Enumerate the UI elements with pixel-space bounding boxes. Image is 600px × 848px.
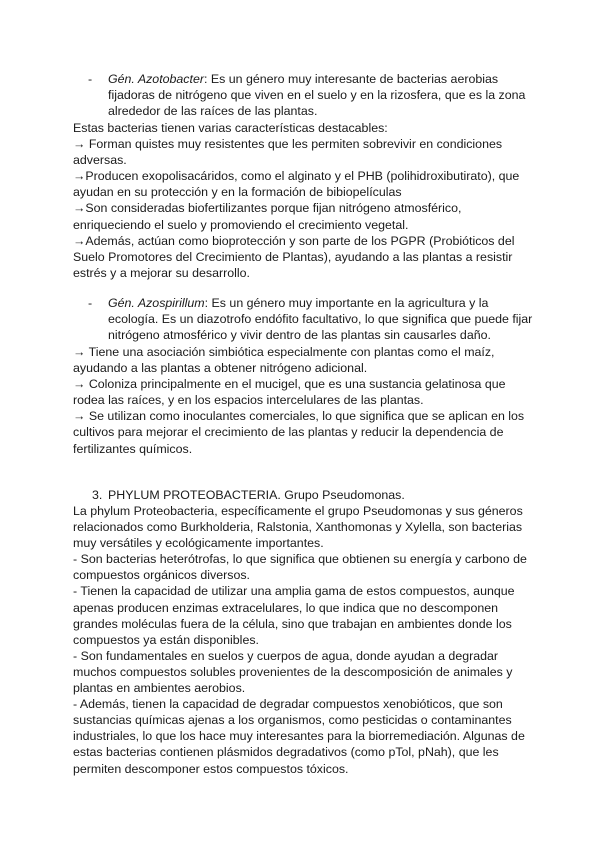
body-line: apenas producen enzimas extracelulares, lo que indica que no descomponen <box>73 600 499 615</box>
body-line: - Además, tienen la capacidad de degradar compuestos xenobióticos, que son <box>73 697 503 712</box>
genus-name: Gén. Azotobacter <box>108 72 204 86</box>
feature-line: →Producen exopolisacáridos, como el alginato y el PHB (polihidroxibutirato), que <box>73 169 520 184</box>
feature-line: → Se utilizan como inoculantes comerciales, lo que significa que se aplican en los <box>73 409 525 424</box>
feature-line: fertilizantes químicos. <box>73 441 193 456</box>
feature-line: Suelo Promotores del Crecimiento de Plantas), ayudando a las plantas a resistir <box>73 249 513 264</box>
body-line: - Son fundamentales en suelos y cuerpos de agua, donde ayudan a degradar <box>73 648 499 663</box>
feature-line: cultivos para mejorar el crecimiento de las plantas y reducir la dependencia de <box>73 425 504 440</box>
genus-name: Gén. Azospirillum <box>108 296 205 310</box>
feature-line: adversas. <box>73 153 127 168</box>
section-number: 3. <box>92 488 103 502</box>
body-line: sustancias químicas ajenas a los organismos, como pesticidas o contaminantes <box>73 713 512 728</box>
feature-line: → Coloniza principalmente en el mucigel, que es una sustancia gelatinosa que <box>73 377 506 392</box>
proteobacteria-body <box>73 503 525 777</box>
body-line: compuestos ya están disponibles. <box>73 632 259 647</box>
feature-line: enriqueciendo el suelo y promoviendo el crecimiento vegetal. <box>73 217 409 232</box>
azotobacter-description: Gén. Azotobacter: Es un género muy interesante de bacterias aerobias fijadoras de nitrógeno que viven en el suelo y en la rizosfera, que es la zona alrededor de las raíces de las plantas. <box>108 72 526 119</box>
body-line: permiten descomponer estos compuestos tóxicos. <box>73 761 349 776</box>
azospirillum-description: Gén. Azospirillum: Es un género muy importante en la agricultura y la ecología. Es un diazotrofo endófito facultativo, lo que significa que puede fijar nitrógeno atmosférico y vivir dentro de las plantas sin causarles daño. <box>108 296 533 343</box>
bullet-dash: - <box>88 72 93 86</box>
feature-line: ayudan en su protección y en la formación de bibiopelículas <box>73 185 402 200</box>
feature-line: →Son consideradas biofertilizantes porque fijan nitrógeno atmosférico, <box>73 201 462 216</box>
azotobacter-bullet <box>88 71 525 119</box>
section-heading <box>92 487 522 503</box>
body-line: muy versátiles y ecológicamente importantes. <box>73 536 324 551</box>
body-line: industriales, lo que los hace muy interesantes para la biorremediación. Algunas de <box>73 729 525 744</box>
azospirillum-features <box>73 344 525 457</box>
section-title: PHYLUM PROTEOBACTERIA. Grupo Pseudomonas. <box>108 488 405 502</box>
feature-line: →Además, actúan como bioprotección y son parte de los PGPR (Probióticos del <box>73 233 515 248</box>
features-intro: Estas bacterias tienen varias características destacables: <box>73 121 388 135</box>
feature-line: ayudando a las plantas a obtener nitrógeno adicional. <box>73 361 368 376</box>
feature-line: → Forman quistes muy resistentes que les permiten sobrevivir en condiciones <box>73 137 503 152</box>
body-line: plantas en ambientes aerobios. <box>73 681 246 696</box>
body-line: compuestos orgánicos diversos. <box>73 568 250 583</box>
feature-line: → Tiene una asociación simbiótica especialmente con plantas como el maíz, <box>73 345 495 359</box>
bullet-dash: - <box>88 296 93 310</box>
body-line: estas bacterias contienen plásmidos degradativos (como pTol, pNah), que les <box>73 745 499 760</box>
azospirillum-bullet <box>88 295 533 343</box>
feature-line: estrés y a mejorar su desarrollo. <box>73 265 250 280</box>
feature-line: rodea las raíces, y en los espacios intercelulares de las plantas. <box>73 393 424 408</box>
azotobacter-features <box>73 120 525 281</box>
body-line: grandes moléculas fuera de la célula, sino que trabajan en ambientes donde los <box>73 616 512 631</box>
body-line: La phylum Proteobacteria, específicamente el grupo Pseudomonas y sus géneros <box>73 504 523 518</box>
body-line: - Son bacterias heterótrofas, lo que significa que obtienen su energía y carbono de <box>73 552 527 567</box>
body-line: relacionados como Burkholderia, Ralstonia, Xanthomonas y Xylella, son bacterias <box>73 520 523 535</box>
body-line: muchos compuestos solubles provenientes de la descomposición de animales y <box>73 664 513 679</box>
body-line: - Tienen la capacidad de utilizar una amplia gama de estos compuestos, aunque <box>73 584 515 599</box>
